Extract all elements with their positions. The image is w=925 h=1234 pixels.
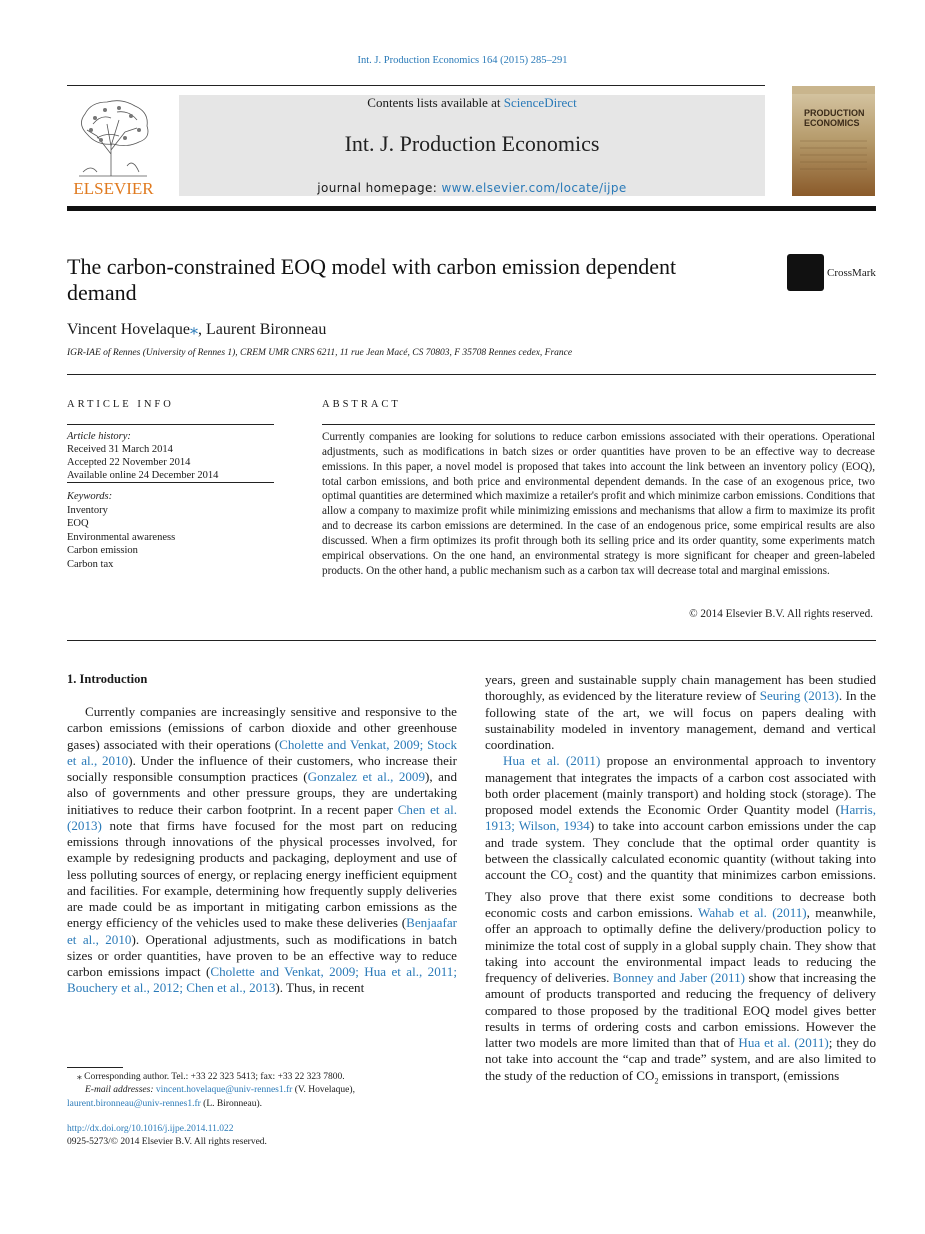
email-owner: (L. Bironneau).	[200, 1098, 262, 1109]
intro-column-right	[485, 672, 876, 1089]
keyword: Inventory	[67, 504, 108, 516]
keywords	[67, 490, 274, 571]
citation-link[interactable]: Harris, 1913; Wilson, 1934	[485, 802, 876, 834]
footnote-rule	[67, 1067, 123, 1068]
keyword: Environmental awareness	[67, 531, 176, 543]
author-name: Laurent Bironneau	[206, 321, 327, 338]
received-date: Received 31 March 2014	[67, 444, 173, 455]
crossmark-icon	[787, 254, 824, 291]
footnote-marker: ⁎	[77, 1072, 82, 1082]
sciencedirect-link[interactable]: ScienceDirect	[503, 95, 577, 110]
article-history	[67, 430, 274, 482]
abstract-copyright: © 2014 Elsevier B.V. All rights reserved.	[689, 608, 873, 620]
body-text: ). Thus, in recent	[275, 980, 365, 996]
affiliation: IGR-IAE of Rennes (University of Rennes 1), CREM UMR CNRS 6211, 11 rue Jean Macé, CS 70803, F 35708 Rennes cedex, France	[67, 348, 573, 358]
body-text: . In the following state of the art, we will focus on papers dealing with sustainability modeled in inventory management, demand and vertical coordination.	[485, 688, 876, 752]
citation-link[interactable]: Cholette and Venkat, 2009; Stock et al., 2010	[67, 736, 457, 768]
author-name: Vincent Hovelaque	[67, 321, 190, 338]
corresponding-author-marker[interactable]: ⁎	[190, 321, 198, 338]
body-text: ). Under the influence of their customers, who increase their socially responsible consumption practices (	[67, 752, 457, 784]
accepted-date: Accepted 22 November 2014	[67, 457, 191, 468]
body-text: cost) and the quantity that minimizes carbon emissions. They also prove that there exist some conditions to decrease both economic costs and carbon emissions.	[485, 867, 876, 921]
elsevier-logo	[67, 94, 160, 198]
header-thick-rule	[67, 206, 876, 211]
email-link[interactable]: laurent.bironneau@univ-rennes1.fr	[67, 1098, 201, 1109]
abstract-end-rule	[67, 640, 876, 641]
paragraph	[485, 672, 876, 753]
citation-link[interactable]: Hua et al. (2011)	[738, 1035, 829, 1051]
body-text: ), and also of governments and other pressure groups, they are undertaking initiatives to reduce their carbon footprint. In a recent paper	[67, 769, 457, 817]
body-text: Currently companies are increasingly sensitive and responsive to the carbon emissions (emissions of carbon dioxide and other greenhouse gases) associated with their operations (	[67, 704, 457, 752]
email-line	[67, 1084, 467, 1097]
contents-line	[179, 95, 765, 111]
body-text: ). Operational adjustments, such as modifications in batch sizes or order quantities, have proven to be an effective way to reduce carbon emissions impact (	[67, 931, 457, 979]
body-text: , meanwhile, offer an approach to optimally define the delivery/production policy to minimize the total cost of supply in a global supply chain. They show that taking into account the environmental impact leads to reducing the frequency of deliveries.	[485, 905, 877, 986]
cover-title-2: ECONOMICS	[804, 118, 860, 128]
homepage-prefix: journal homepage:	[317, 181, 442, 195]
intro-column-left	[67, 704, 457, 997]
journal-cover-image	[792, 86, 875, 196]
history-label: Article history:	[67, 431, 131, 442]
article-info-heading: ARTICLE INFO	[67, 399, 174, 410]
citation-link[interactable]: Seuring (2013)	[759, 688, 839, 704]
homepage-line	[179, 181, 765, 195]
article-info-rule	[67, 424, 274, 425]
corresponding-author-note	[67, 1071, 467, 1084]
body-text: show that increasing the amount of products transported and reducing the frequency of delivery compared to those proposed by the traditional EOQ model gives better results in terms of ordering costs and carbon emissions. However the latter two models are more limited than that of	[485, 970, 876, 1051]
doi-block	[67, 1123, 267, 1150]
body-text: ; they do not take into account the “cap and trade” system, and are also limited to the study of the reduction of CO	[485, 1035, 877, 1083]
citation-link[interactable]: Hua et al. (2011)	[503, 753, 601, 769]
abstract-text: Currently companies are looking for solutions to reduce carbon emissions associated with their operations. Operational adjustments, such as modifications in batch sizes or order quantities have proven to be an effective way to decrease emissions. In this paper, a novel model is proposed that takes into account the link between an inventory policy (EOQ), total carbon emissions, and both price and environmental dependent demands. In the case of an exogenous price, two optimal quantities are determined which maximize a retailer's profit and which minimize carbon emissions. Conditions that allow a company to maximize profit while minimizing emissions and mechanisms that allow a firm to maximize its profit and to decrease its carbon emissions are determined. In the case of an endogenous price, some empirical results are also discussed. When a firm optimizes its profit through both its selling price and its order quantity, some experiments match empirical observations. On the one hand, an environmental strategy is more significant for cheaper and green-labeled products. On the other hand, a public mechanism such as a carbon tax will decrease total and marginal emissions.	[322, 431, 875, 577]
body-text: note that firms have focused for the most part on reducing emissions through innovations of the physical processes involved, for example by redesigning products and packaging, deployment and use of less polluting sources of energy, or replacing energy inefficient equipment and facilities. For example, determining how frequently supply deliveries are made could be as important in mitigating carbon emissions as the energy efficiency of the vehicles used to make these deliveries (	[67, 817, 457, 931]
body-text: ) to take into account carbon emissions under the cap and trade system. They conclude that the optimal order quantity is between the classically calculated economic quantity (without taking into account the CO	[485, 818, 876, 882]
citation-link[interactable]: Cholette and Venkat, 2009; Hua et al., 2011; Bouchery et al., 2012; Chen et al., 2013	[67, 964, 457, 996]
elsevier-wordmark: ELSEVIER	[73, 179, 154, 198]
body-text: years, green and sustainable supply chain management has been studied thoroughly, as evidenced by the literature review of	[485, 672, 876, 704]
abstract-rule	[322, 424, 875, 425]
article-info-rule	[67, 482, 274, 483]
online-date: Available online 24 December 2014	[67, 470, 219, 481]
citation-link[interactable]: Bonney and Jaber (2011)	[612, 970, 745, 986]
paragraph	[485, 753, 876, 1089]
title-rule	[67, 374, 876, 375]
email-label: E-mail addresses:	[85, 1085, 156, 1096]
keyword: Carbon tax	[67, 558, 114, 570]
citation-link[interactable]: Wahab et al. (2011)	[698, 905, 807, 921]
elsevier-tree-icon	[67, 94, 160, 198]
body-text: propose an environmental approach to inventory management that integrates the impacts of a carbon cost associated with both order placement (mainly transport) and holding stock (storage). The proposed model extends the Economic Order Quantity model (	[485, 753, 876, 817]
footnote-text: Corresponding author. Tel.: +33 22 323 5413; fax: +33 22 323 7800.	[81, 1072, 345, 1082]
citation-link[interactable]: Benjaafar et al., 2010	[67, 915, 457, 947]
email-link[interactable]: vincent.hovelaque@univ-rennes1.fr	[155, 1085, 293, 1096]
email-line	[67, 1098, 467, 1111]
abstract-heading: ABSTRACT	[322, 399, 401, 410]
keyword: EOQ	[67, 518, 89, 529]
subscript: 2	[654, 1076, 659, 1086]
email-owner: (V. Hovelaque),	[292, 1085, 355, 1096]
footnote	[67, 1071, 467, 1111]
crossmark-button[interactable]	[787, 254, 877, 294]
citation-link[interactable]: Chen et al. (2013)	[67, 801, 457, 833]
journal-citation[interactable]: Int. J. Production Economics 164 (2015) 285–291	[357, 55, 568, 66]
keywords-label: Keywords:	[67, 491, 113, 502]
header-top-rule	[67, 85, 765, 86]
crossmark-label: CrossMark	[827, 267, 876, 279]
issn-line: 0925-5273/© 2014 Elsevier B.V. All rights reserved.	[67, 1137, 267, 1148]
author-list	[67, 319, 326, 339]
doi-link[interactable]: http://dx.doi.org/10.1016/j.ijpe.2014.11.022	[67, 1124, 234, 1134]
section-heading-introduction: 1. Introduction	[67, 672, 148, 686]
journal-title: Int. J. Production Economics	[344, 131, 600, 156]
cover-title-1: PRODUCTION	[804, 108, 865, 118]
article-title: The carbon-constrained EOQ model with carbon emission dependent demand	[67, 254, 677, 305]
author-separator: ,	[198, 321, 206, 338]
subscript: 2	[568, 875, 573, 885]
homepage-link[interactable]: www.elsevier.com/locate/ijpe	[441, 181, 627, 195]
citation-link[interactable]: Gonzalez et al., 2009	[307, 769, 426, 784]
body-text: emissions in transport, (emissions	[658, 1067, 840, 1083]
contents-prefix: Contents lists available at	[367, 95, 504, 110]
keyword: Carbon emission	[67, 545, 138, 556]
